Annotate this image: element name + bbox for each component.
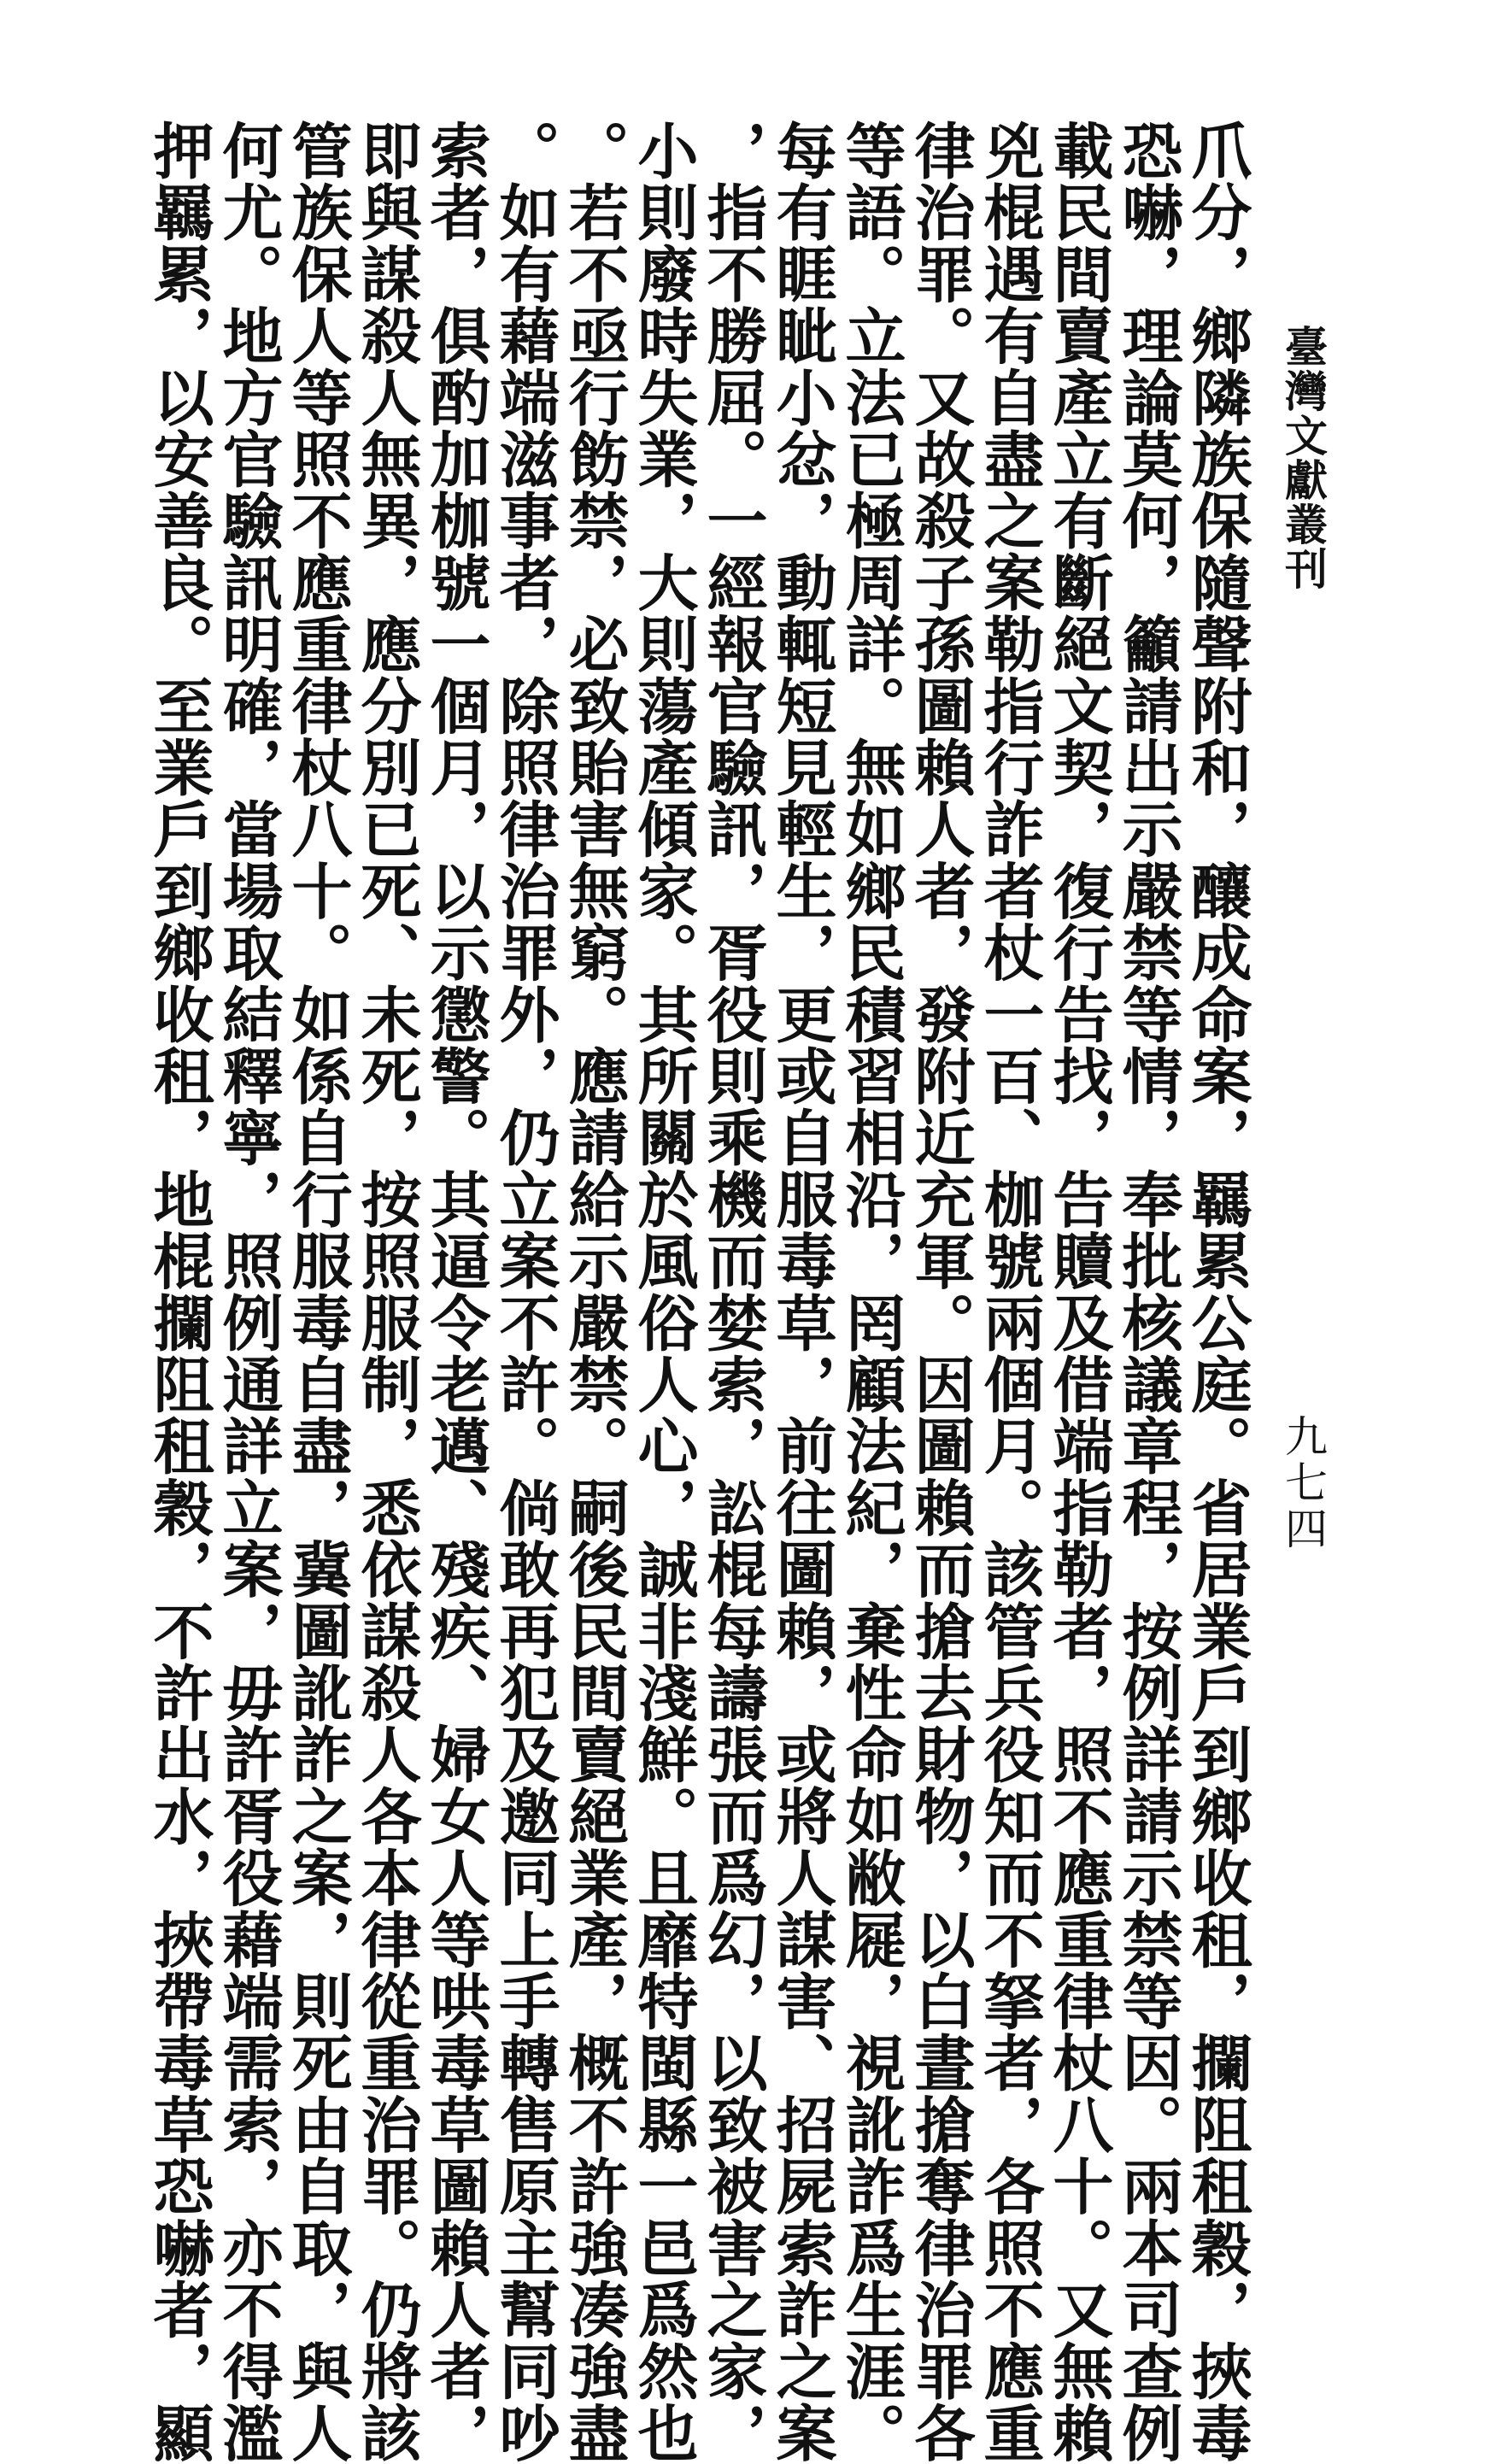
page-number: 九七四	[1278, 1414, 1328, 1552]
text-column: 管族保人等照不應重律杖八十。如係自行服毒自盡，冀圖訛詐之案，則死由自取，與人	[282, 120, 354, 2464]
body-text	[141, 120, 1253, 2464]
text-column: 等語。立法已極周詳。無如鄉民積習相沿，罔顧法紀，棄性命如敝屣，視訛詐爲生涯。	[836, 120, 907, 2464]
text-column: 爪分，鄉隣族保隨聲附和，釀成命案，羈累公庭。省居業戶到鄉收租，攔阻租穀，挾毒	[1182, 120, 1253, 2464]
text-column: 每有睚眦小忿，動輒短見輕生，更或自服毒草，前往圖賴，或將人謀害、招屍索詐之案	[766, 120, 838, 2464]
text-column: ，指不勝屈。一經報官驗訊，胥役則乘機而婪索，訟棍每譸張而爲幻，以致被害之家，	[697, 120, 769, 2464]
text-column: 何尤。地方官驗訊明確，當場取結釋寧，照例通詳立案，毋許胥役藉端需索，亦不得濫	[213, 120, 285, 2464]
text-column: 索者，俱酌加枷號一個月，以示懲警。其逼令老邁、殘疾、婦女人等哄毒草圖賴人者，	[420, 120, 492, 2464]
text-column: 小則廢時失業，大則蕩產傾家。其所關於風俗人心，誠非淺鮮。且靡特閩縣一邑爲然也	[628, 120, 700, 2464]
text-column: 律治罪。又故殺子孫圖賴人者，發附近充軍。因圖賴而搶去財物，以白晝搶奪律治罪各	[905, 120, 977, 2464]
text-column: 。如有藉端滋事者，除照律治罪外，仍立案不許。倘敢再犯及邀同上手轉售原主幫同吵	[490, 120, 561, 2464]
text-column: 恐嚇，理論莫何，籲請出示嚴禁等情，奉批核議章程，按例詳請示禁等因。兩本司查例	[1112, 120, 1184, 2464]
text-column: 即與謀殺人無異，應分別已死、未死，按照服制，悉依謀殺人各本律從重治罪。仍將該	[351, 120, 423, 2464]
text-column: 押羈累，以安善良。至業戶到鄉收租，地棍攔阻租穀，不許出水，挾帶毒草恐嚇者，顯	[144, 120, 215, 2464]
text-column: 兇棍遇有自盡之案勒指行詐者杖一百、枷號兩個月。該管兵役知而不拏者，各照不應重	[974, 120, 1046, 2464]
text-column: 。若不亟行飭禁，必致貽害無窮。應請給示嚴禁。嗣後民間賣絕業產，概不許強凑強盡	[559, 120, 631, 2464]
text-column: 載民間賣產立有斷絕文契，復行告找，告贖及借端指勒者，照不應重律杖八十。又無賴	[1043, 120, 1115, 2464]
running-head: 臺灣文獻叢刊	[1278, 325, 1329, 591]
